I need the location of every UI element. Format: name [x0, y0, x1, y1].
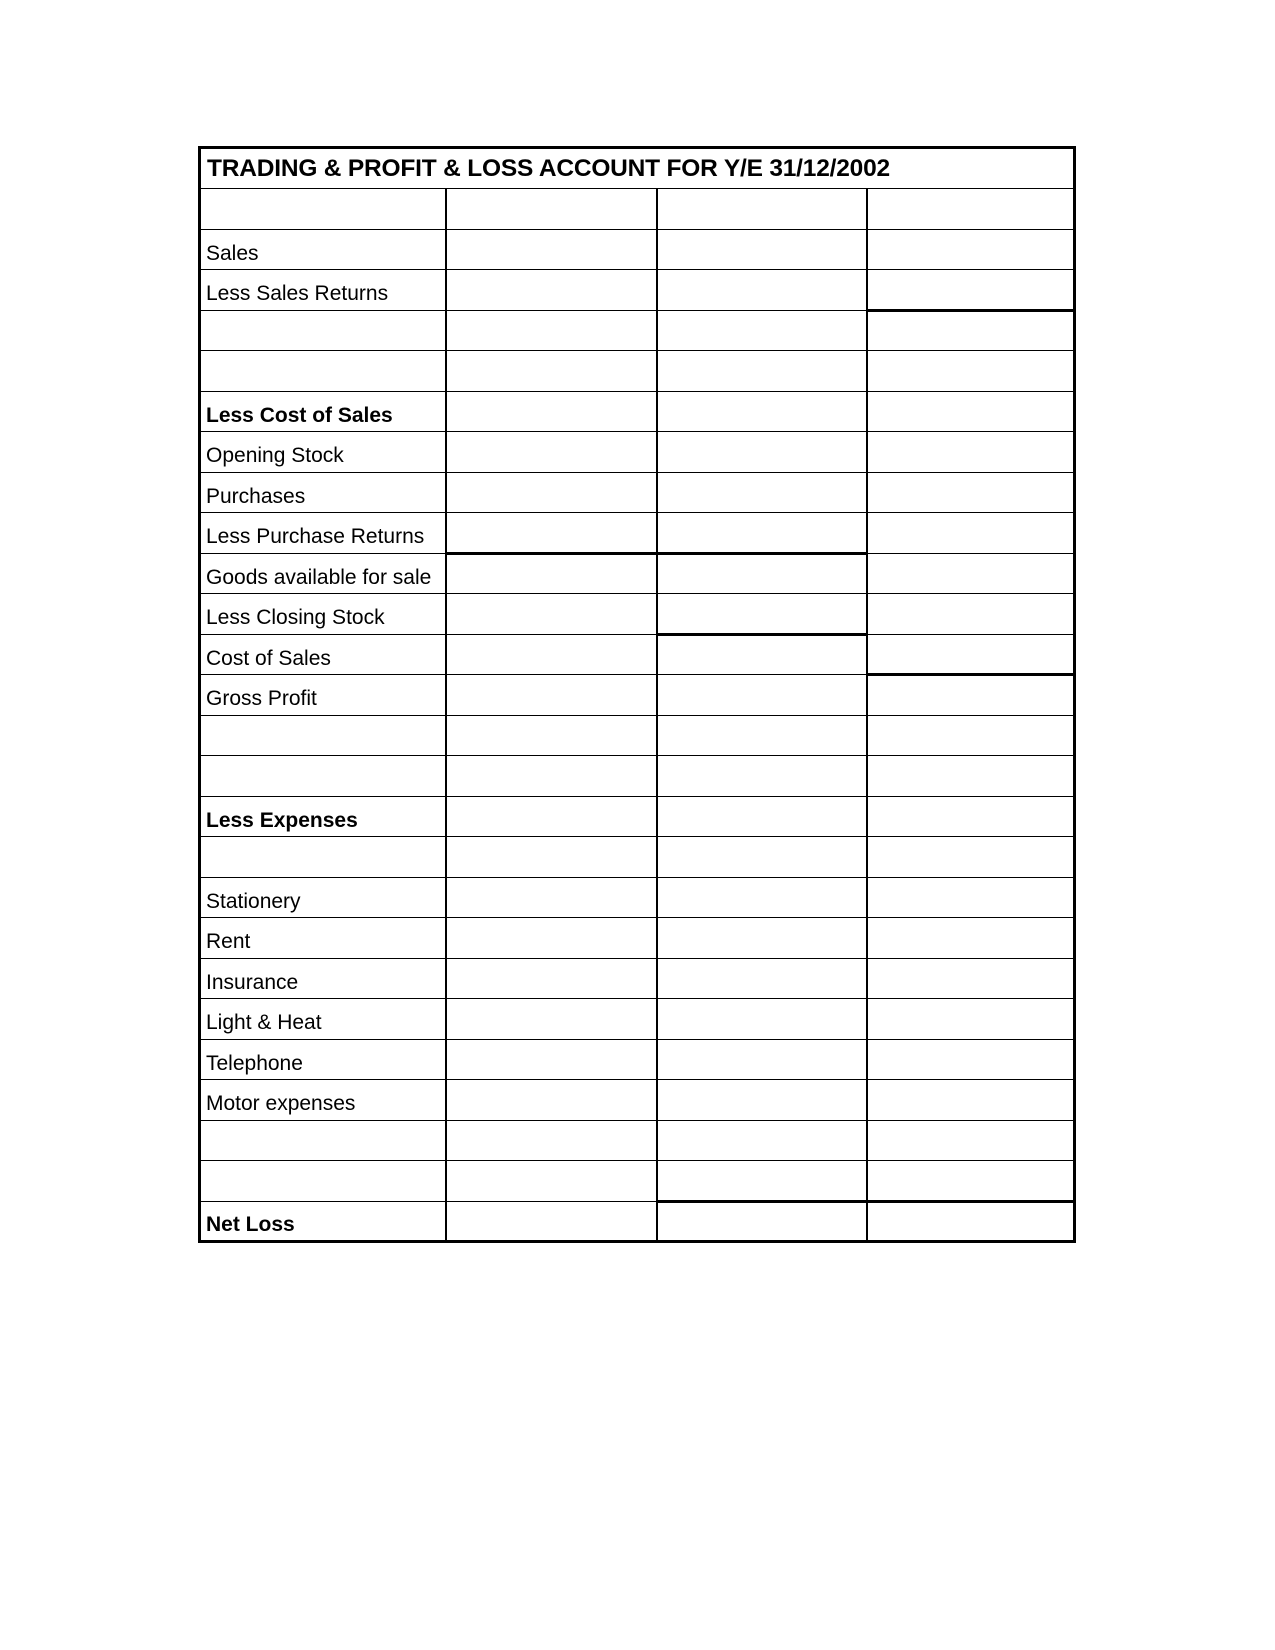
value-cell — [657, 270, 867, 311]
value-cell — [446, 270, 657, 311]
value-cell — [657, 756, 867, 797]
row-label-cell — [200, 756, 446, 797]
value-cell — [657, 1120, 867, 1161]
value-cell — [446, 351, 657, 392]
value-cell — [446, 634, 657, 675]
value-cell — [657, 1161, 867, 1202]
value-cell — [446, 675, 657, 716]
value-cell — [867, 351, 1075, 392]
table-row — [200, 715, 1075, 756]
row-label-cell: Rent — [200, 918, 446, 959]
value-cell — [657, 1201, 867, 1242]
value-cell — [867, 877, 1075, 918]
value-cell — [657, 796, 867, 837]
value-cell — [446, 756, 657, 797]
value-cell — [657, 1080, 867, 1121]
table-row — [200, 675, 1075, 716]
row-label-cell: Less Cost of Sales — [200, 391, 446, 432]
table-row — [200, 1120, 1075, 1161]
value-cell — [657, 553, 867, 594]
value-cell — [867, 796, 1075, 837]
value-cell — [657, 675, 867, 716]
row-label-cell: Light & Heat — [200, 999, 446, 1040]
value-cell — [657, 999, 867, 1040]
value-cell — [867, 756, 1075, 797]
value-cell — [446, 553, 657, 594]
value-cell — [867, 1201, 1075, 1242]
row-label-cell: Motor expenses — [200, 1080, 446, 1121]
row-label-cell: Less Purchase Returns — [200, 513, 446, 554]
row-label-cell: Goods available for sale — [200, 553, 446, 594]
row-label-cell: Opening Stock — [200, 432, 446, 473]
value-cell — [657, 513, 867, 554]
table-row — [200, 634, 1075, 675]
value-cell — [867, 1161, 1075, 1202]
table-row — [200, 351, 1075, 392]
table-row — [200, 1161, 1075, 1202]
title-row — [200, 148, 1075, 189]
table-row — [200, 1201, 1075, 1242]
row-label-cell — [200, 1161, 446, 1202]
row-label-cell: Less Closing Stock — [200, 594, 446, 635]
account-table — [198, 146, 1076, 1243]
value-cell — [867, 1120, 1075, 1161]
row-label-cell — [200, 351, 446, 392]
value-cell — [446, 837, 657, 878]
value-cell — [446, 432, 657, 473]
value-cell — [446, 391, 657, 432]
value-cell — [867, 310, 1075, 351]
value-cell — [867, 513, 1075, 554]
value-cell — [446, 877, 657, 918]
value-cell — [867, 189, 1075, 230]
table-row — [200, 796, 1075, 837]
value-cell — [446, 1201, 657, 1242]
row-label-cell: Less Expenses — [200, 796, 446, 837]
table-row — [200, 270, 1075, 311]
value-cell — [867, 432, 1075, 473]
value-cell — [867, 594, 1075, 635]
table-row — [200, 837, 1075, 878]
value-cell — [657, 310, 867, 351]
value-cell — [867, 1080, 1075, 1121]
row-label-cell: Stationery — [200, 877, 446, 918]
value-cell — [657, 715, 867, 756]
table-row — [200, 189, 1075, 230]
value-cell — [657, 918, 867, 959]
value-cell — [867, 229, 1075, 270]
value-cell — [446, 594, 657, 635]
table-row — [200, 310, 1075, 351]
table-row — [200, 432, 1075, 473]
value-cell — [657, 351, 867, 392]
value-cell — [446, 189, 657, 230]
value-cell — [657, 391, 867, 432]
row-label-cell — [200, 837, 446, 878]
value-cell — [657, 634, 867, 675]
table-row — [200, 877, 1075, 918]
value-cell — [446, 229, 657, 270]
value-cell — [657, 432, 867, 473]
value-cell — [867, 837, 1075, 878]
value-cell — [446, 1080, 657, 1121]
row-label-cell — [200, 1120, 446, 1161]
table-row — [200, 594, 1075, 635]
row-label-cell — [200, 189, 446, 230]
row-label-cell: Gross Profit — [200, 675, 446, 716]
value-cell — [657, 594, 867, 635]
table-row — [200, 958, 1075, 999]
row-label-cell: Insurance — [200, 958, 446, 999]
value-cell — [657, 229, 867, 270]
value-cell — [446, 796, 657, 837]
table-row — [200, 1080, 1075, 1121]
value-cell — [446, 472, 657, 513]
value-cell — [867, 553, 1075, 594]
value-cell — [446, 1120, 657, 1161]
value-cell — [657, 1039, 867, 1080]
value-cell — [867, 958, 1075, 999]
table-row — [200, 553, 1075, 594]
table-row — [200, 513, 1075, 554]
table-row — [200, 756, 1075, 797]
value-cell — [867, 270, 1075, 311]
table-row — [200, 999, 1075, 1040]
value-cell — [446, 715, 657, 756]
value-cell — [657, 189, 867, 230]
row-label-cell — [200, 310, 446, 351]
account-table-body — [200, 148, 1075, 1242]
row-label-cell: Less Sales Returns — [200, 270, 446, 311]
value-cell — [867, 634, 1075, 675]
value-cell — [867, 715, 1075, 756]
row-label-cell: Cost of Sales — [200, 634, 446, 675]
value-cell — [446, 1039, 657, 1080]
table-title: TRADING & PROFIT & LOSS ACCOUNT FOR Y/E 31/12/2002 — [200, 148, 1075, 189]
value-cell — [446, 310, 657, 351]
value-cell — [657, 877, 867, 918]
value-cell — [446, 999, 657, 1040]
value-cell — [867, 999, 1075, 1040]
value-cell — [657, 472, 867, 513]
value-cell — [867, 1039, 1075, 1080]
value-cell — [446, 513, 657, 554]
row-label-cell — [200, 715, 446, 756]
row-label-cell: Telephone — [200, 1039, 446, 1080]
table-row — [200, 472, 1075, 513]
value-cell — [867, 472, 1075, 513]
row-label-cell: Net Loss — [200, 1201, 446, 1242]
row-label-cell: Sales — [200, 229, 446, 270]
table-row — [200, 918, 1075, 959]
value-cell — [867, 918, 1075, 959]
table-row — [200, 391, 1075, 432]
value-cell — [867, 675, 1075, 716]
row-label-cell: Purchases — [200, 472, 446, 513]
table-row — [200, 1039, 1075, 1080]
table-row — [200, 229, 1075, 270]
value-cell — [657, 958, 867, 999]
value-cell — [446, 958, 657, 999]
value-cell — [446, 1161, 657, 1202]
value-cell — [867, 391, 1075, 432]
value-cell — [446, 918, 657, 959]
value-cell — [657, 837, 867, 878]
